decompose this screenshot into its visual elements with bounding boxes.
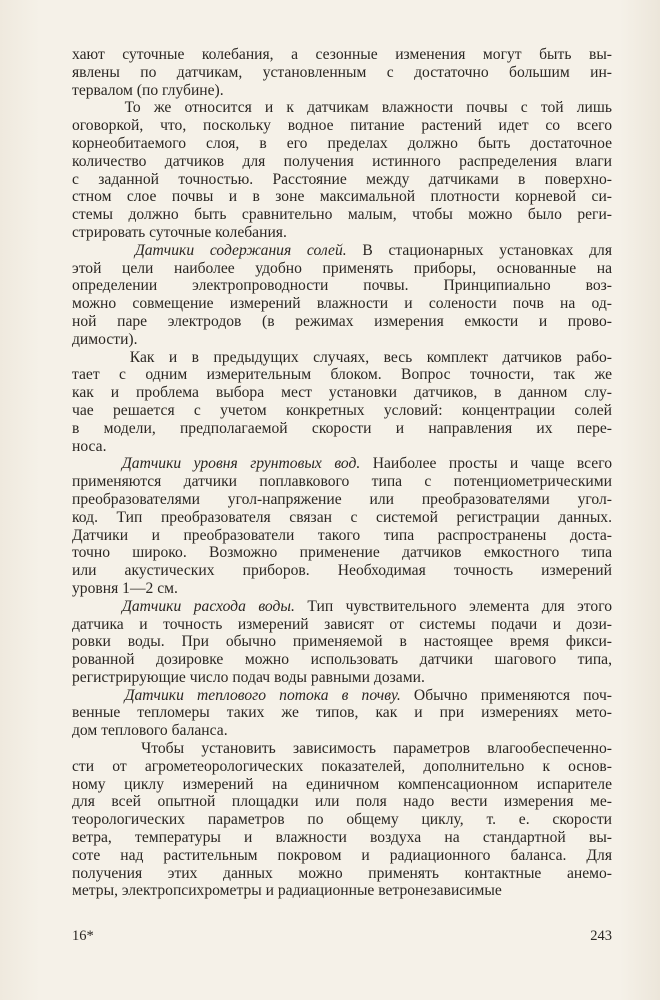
page-number: 243 <box>590 928 612 944</box>
text-line <box>72 366 612 384</box>
text-run: чае решается с учетом конкретных условий: концентрации солей <box>72 401 612 419</box>
text-line <box>72 740 612 758</box>
paragraph <box>72 740 612 900</box>
text-line <box>72 82 612 100</box>
text-run: димости). <box>72 330 138 348</box>
text-line <box>72 865 612 883</box>
text-line <box>72 420 612 438</box>
text-run: тает с одним измерительным блоком. Вопрос точности, так же <box>72 366 612 384</box>
text-line <box>72 224 612 242</box>
text-line <box>72 882 612 900</box>
text-line <box>72 562 612 580</box>
text-run: корнеобитаемого слоя, в его пределах должно быть достаточное <box>72 134 612 152</box>
text-run: хают суточные колебания, а сезонные изменения могут быть вы- <box>72 46 612 63</box>
text-line <box>72 527 612 545</box>
text-run: сти от агрометеорологических показателей, дополнительно к основ- <box>72 757 612 775</box>
text-line <box>72 384 612 402</box>
text-run: ровки воды. При обычно применяемой в настоящее время фикси- <box>72 633 612 651</box>
text-line <box>72 153 612 171</box>
text-run: В стационарных установках для <box>346 241 613 259</box>
text-run: Датчики и преобразователи такого типа распространены доста- <box>72 526 612 544</box>
indent-space <box>72 598 122 615</box>
text-column <box>72 46 612 900</box>
text-line <box>72 438 612 456</box>
text-line <box>72 46 612 64</box>
text-line <box>72 206 612 224</box>
text-run: преобразователями угол-напряжение или преобразователями угол- <box>72 490 612 508</box>
text-line <box>72 793 612 811</box>
text-run: теорологических параметров по общему циклу, т. е. скорости <box>72 811 612 829</box>
paragraph <box>72 242 612 349</box>
text-line <box>72 260 612 278</box>
text-run: для всей опытной площадки или поля надо вести измерения ме- <box>72 793 612 811</box>
text-run: соте над растительным покровом и радиационного баланса. Для <box>72 846 612 864</box>
text-run: Тип чувствительного элемента для этого <box>294 597 613 615</box>
text-run: То же относится и к датчикам влажности почвы с той лишь <box>72 99 612 117</box>
text-line <box>72 669 612 687</box>
text-run: уровня 1—2 см. <box>72 579 178 597</box>
text-run: стном слое почвы и в зоне максимальной плотности корневой си- <box>72 188 612 206</box>
text-line <box>72 313 612 331</box>
text-line <box>72 242 612 260</box>
text-run: явлены по датчикам, установленным с достаточно большим ин- <box>72 63 612 81</box>
indent-space <box>72 242 135 259</box>
text-line <box>72 580 612 598</box>
text-line <box>72 349 612 367</box>
indent-space <box>72 687 125 704</box>
text-line <box>72 99 612 117</box>
text-run: рованной дозировке можно использовать датчики шагового типа, <box>72 651 612 669</box>
text-run: тервалом (по глубине). <box>72 81 224 99</box>
text-line <box>72 188 612 206</box>
text-run: стрировать суточные колебания. <box>72 223 287 241</box>
text-line <box>72 616 612 634</box>
text-run: венные тепломеры таких же типов, как и при измерениях мето- <box>72 704 612 722</box>
text-run: регистрирующие число подач воды равными дозами. <box>72 668 425 686</box>
paragraph <box>72 455 612 597</box>
text-run: точно широко. Возможно применение датчиков емкостного типа <box>72 544 612 562</box>
text-run: Чтобы установить зависимость параметров влагообеспеченно- <box>72 740 612 758</box>
text-run: дом теплового баланса. <box>72 722 228 740</box>
text-run: датчика и точность измерений зависят от системы подачи и дози- <box>72 615 612 633</box>
text-run: ной паре электродов (в режимах измерения емкости и прово- <box>72 312 612 330</box>
text-line <box>72 687 612 705</box>
text-line <box>72 704 612 722</box>
text-line <box>72 135 612 153</box>
text-run: в модели, предполагаемой скорости и направления их пере- <box>72 419 612 437</box>
text-run: этой цели наиболее удобно применять приборы, основанные на <box>72 259 612 277</box>
text-line <box>72 722 612 740</box>
text-run: как и проблема выбора мест установки датчиков, в данном слу- <box>72 384 612 402</box>
text-run: Как и в предыдущих случаях, весь комплект датчиков рабо- <box>72 348 612 366</box>
paragraph <box>72 687 612 740</box>
text-line <box>72 847 612 865</box>
text-line <box>72 811 612 829</box>
text-line <box>72 171 612 189</box>
text-line <box>72 758 612 776</box>
text-run: носа. <box>72 437 107 455</box>
text-line <box>72 473 612 491</box>
text-run: можно совмещение измерений влажности и солености почв на од- <box>72 295 612 313</box>
text-run: метры, электропсихрометры и радиационные ветронезависимые <box>72 882 502 900</box>
text-run: количество датчиков для получения истинного распределения влаги <box>72 152 612 170</box>
indent-space <box>72 455 122 472</box>
text-run: оговоркой, что, поскольку водное питание растений идет со всего <box>72 117 612 135</box>
text-run: ному циклу измерений на единичном компенсационном испарителе <box>72 775 612 793</box>
text-run: Обычно применяются поч- <box>400 686 612 704</box>
italic-run-in-heading: Датчики теплового потока в почву. <box>124 686 401 704</box>
paragraph <box>72 46 612 99</box>
text-run: с заданной точностью. Расстояние между датчиками в поверхно- <box>72 170 612 188</box>
text-line <box>72 598 612 616</box>
text-line <box>72 509 612 527</box>
text-line <box>72 331 612 349</box>
printer-signature-mark: 16* <box>72 928 94 944</box>
text-run: стемы должно быть сравнительно малым, чтобы можно было реги- <box>72 206 612 224</box>
text-line <box>72 633 612 651</box>
italic-run-in-heading: Датчики расхода воды. <box>121 597 295 615</box>
text-run: код. Тип преобразователя связан с системой регистрации данных. <box>72 508 612 526</box>
text-line <box>72 295 612 313</box>
paragraph <box>72 598 612 687</box>
text-line <box>72 829 612 847</box>
paragraph <box>72 99 612 241</box>
text-run: или акустических приборов. Необходимая точность измерений <box>72 562 612 580</box>
text-run: Наиболее просты и чаще всего <box>360 455 612 473</box>
text-run: применяются датчики поплавкового типа с потенциометрическими <box>72 473 612 491</box>
text-run: определении электропроводности почвы. Принципиально воз- <box>72 277 612 295</box>
text-line <box>72 651 612 669</box>
text-line <box>72 277 612 295</box>
paragraph <box>72 349 612 456</box>
page-footer <box>72 928 612 948</box>
text-line <box>72 64 612 82</box>
text-line <box>72 491 612 509</box>
italic-run-in-heading: Датчики уровня грунтовых вод. <box>121 455 361 473</box>
text-run: ветра, температуры и влажности воздуха на стандартной вы- <box>72 829 612 847</box>
text-line <box>72 455 612 473</box>
text-line <box>72 544 612 562</box>
text-line <box>72 402 612 420</box>
text-line <box>72 776 612 794</box>
text-line <box>72 117 612 135</box>
text-run: получения этих данных можно применять контактные анемо- <box>72 864 612 882</box>
italic-run-in-heading: Датчики содержания солей. <box>134 241 347 259</box>
